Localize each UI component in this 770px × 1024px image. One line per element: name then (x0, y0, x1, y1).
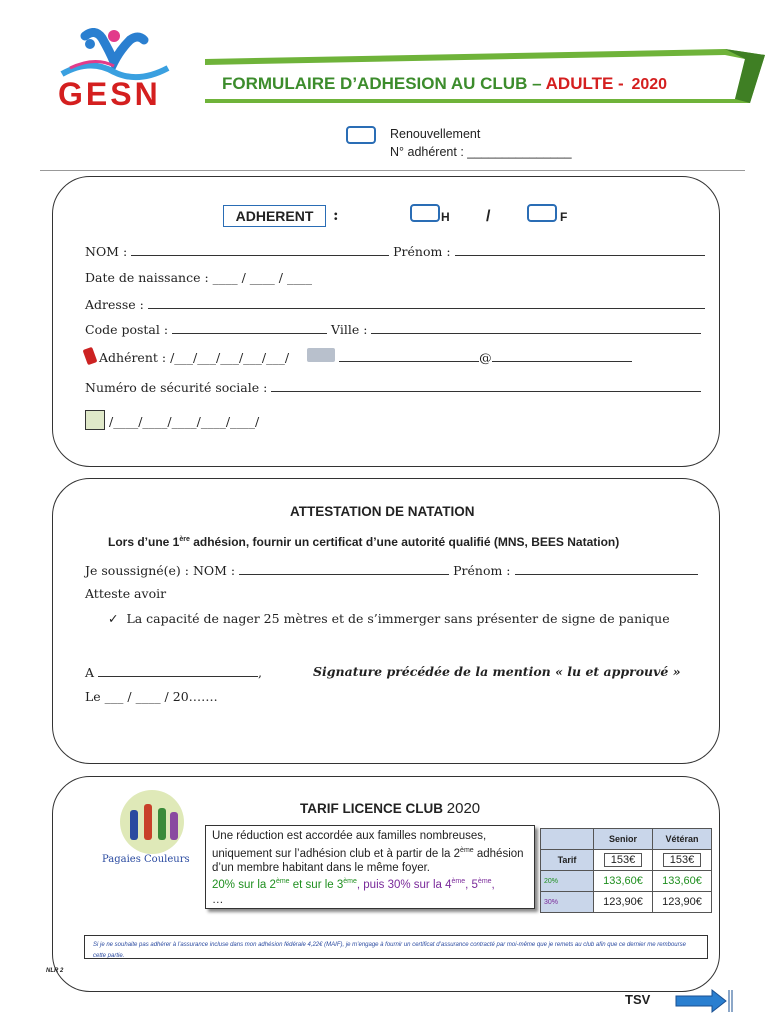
swimming-title: ATTESTATION DE NATATION (290, 504, 475, 519)
info-green2: et sur le 3 (289, 879, 344, 892)
price-veteran: 153€ (663, 853, 701, 867)
partner-logo-text: Pagaies Couleurs (102, 854, 190, 865)
gender-female-label: F (560, 210, 568, 224)
table-row (541, 871, 712, 892)
gender-male-label: H (441, 210, 450, 224)
city-label: Ville : (331, 322, 368, 337)
info-sup1: ème (460, 846, 474, 854)
nom-field[interactable] (85, 243, 705, 259)
table-row (541, 892, 712, 913)
email-icon (307, 348, 335, 362)
next-page-arrow-icon[interactable] (674, 988, 736, 1014)
signer-field[interactable] (85, 562, 698, 578)
landline-field[interactable] (85, 410, 259, 430)
pagaies-couleurs-logo (102, 788, 200, 880)
mobile-phone-icon (83, 347, 98, 365)
table-header-row (541, 829, 712, 850)
info-green-sup2: ème (343, 878, 357, 886)
price-senior: 153€ (604, 853, 642, 867)
phone-label: Adhérent : /___/___/___/___/___/ (98, 350, 290, 365)
ability-text: La capacité de nager 25 mètres et de s’immerger sans présenter de signe de panique (126, 611, 670, 626)
info-green: 20% sur la 2 (212, 879, 276, 892)
insurance-notice: Si je ne souhaite pas adhérer à l’assurance incluse dans mon adhésion fédérale 4,22€ (MAIF), je m’engage à fournir un certificat d’assurance contracté par moi-même que je remets au club afin que ce dernier me rembourse cette partie. (84, 935, 708, 959)
ssn-field[interactable] (85, 379, 701, 395)
adherent-colon: : (333, 206, 339, 224)
certify-label: Atteste avoir (85, 586, 167, 601)
date-field[interactable]: Le ___ / ____ / 20……. (85, 689, 218, 704)
price-veteran: 123,90€ (653, 892, 712, 913)
address-field[interactable] (85, 296, 705, 312)
subtitle-pre: Lors d’une 1 (108, 535, 180, 549)
row-label: 20% (541, 871, 594, 892)
email-at: @ (479, 350, 492, 365)
phone-email-field[interactable] (85, 348, 632, 365)
info-purple-sup2: ème (477, 878, 492, 886)
place-comma: , (258, 665, 262, 680)
renewal-label: Renouvellement (390, 127, 481, 141)
birthdate-field[interactable]: Date de naissance : ____ / ____ / ____ (85, 270, 312, 285)
title-year: 2020 (628, 76, 670, 93)
title-main: FORMULAIRE D’ADHESION AU CLUB – (222, 74, 546, 93)
price-senior: 123,90€ (594, 892, 653, 913)
form-title (222, 74, 670, 94)
prenom-label: Prénom : (393, 244, 451, 259)
gender-male-checkbox[interactable] (410, 204, 440, 222)
address-label: Adresse : (85, 297, 144, 312)
row-label: 30% (541, 892, 594, 913)
ability-statement (108, 611, 670, 626)
info-dots: … (212, 893, 224, 906)
header-veteran: Vétéran (653, 829, 712, 850)
nom-label: NOM : (85, 244, 128, 259)
place-label: A (85, 665, 95, 680)
gesn-logo (50, 28, 180, 118)
title-category: ADULTE (545, 74, 614, 93)
place-field[interactable] (85, 664, 262, 680)
renewal-checkbox[interactable] (346, 126, 376, 144)
member-number-field[interactable]: N° adhérent : _______________ (390, 145, 572, 159)
info-purple2: , 5 (465, 879, 478, 892)
subtitle-post: adhésion, fournir un certificat d’une autorité qualifié (MNS, BEES Natation) (189, 535, 620, 549)
info-line2: adhésion d’un membre habitant dans le même foyer. (212, 847, 524, 874)
ssn-label: Numéro de sécurité sociale : (85, 380, 268, 395)
tariff-year: 2020 (446, 800, 481, 817)
cell (653, 850, 712, 871)
title-sep: - (613, 74, 629, 93)
info-purple-sup: ème (451, 878, 466, 886)
adherent-heading: ADHERENT (223, 205, 326, 227)
info-purple: , puis 30% sur la 4 (356, 879, 452, 892)
divider (40, 170, 745, 171)
tariff-table (540, 828, 712, 913)
tariff-title (300, 800, 480, 817)
table-corner (541, 829, 594, 850)
postal-label: Code postal : (85, 322, 169, 337)
gender-separator: / (486, 208, 491, 225)
cell (594, 850, 653, 871)
landline-phone-icon (85, 410, 105, 430)
price-senior: 133,60€ (594, 871, 653, 892)
info-green-sup: ème (275, 878, 290, 886)
info-line1: Une réduction est accordée aux familles nombreuses, uniquement sur l’adhésion club et à partir de la 2 (212, 830, 487, 860)
logo-text: GESN (58, 76, 161, 112)
price-veteran: 133,60€ (653, 871, 712, 892)
header-senior: Senior (594, 829, 653, 850)
tsv-label: TSV (625, 992, 651, 1007)
landline-label: /____/____/____/____/____/ (108, 414, 260, 429)
footer-code: NLR 2 (46, 968, 64, 974)
gender-female-checkbox[interactable] (527, 204, 557, 222)
signature-label: Signature précédée de la mention « lu et approuvé » (313, 664, 681, 679)
info-purple3: , (491, 879, 495, 892)
subtitle-sup: ère (179, 536, 190, 543)
swimming-subtitle (108, 535, 619, 549)
discount-info (205, 825, 535, 909)
signer-prenom-label: Prénom : (453, 563, 511, 578)
postal-city-field[interactable] (85, 321, 701, 337)
check-icon: ✓ (108, 611, 119, 626)
row-label: Tarif (541, 850, 594, 871)
tariff-title-text: TARIF LICENCE CLUB (300, 801, 443, 816)
table-row (541, 850, 712, 871)
signer-label: Je soussigné(e) : NOM : (85, 563, 236, 578)
